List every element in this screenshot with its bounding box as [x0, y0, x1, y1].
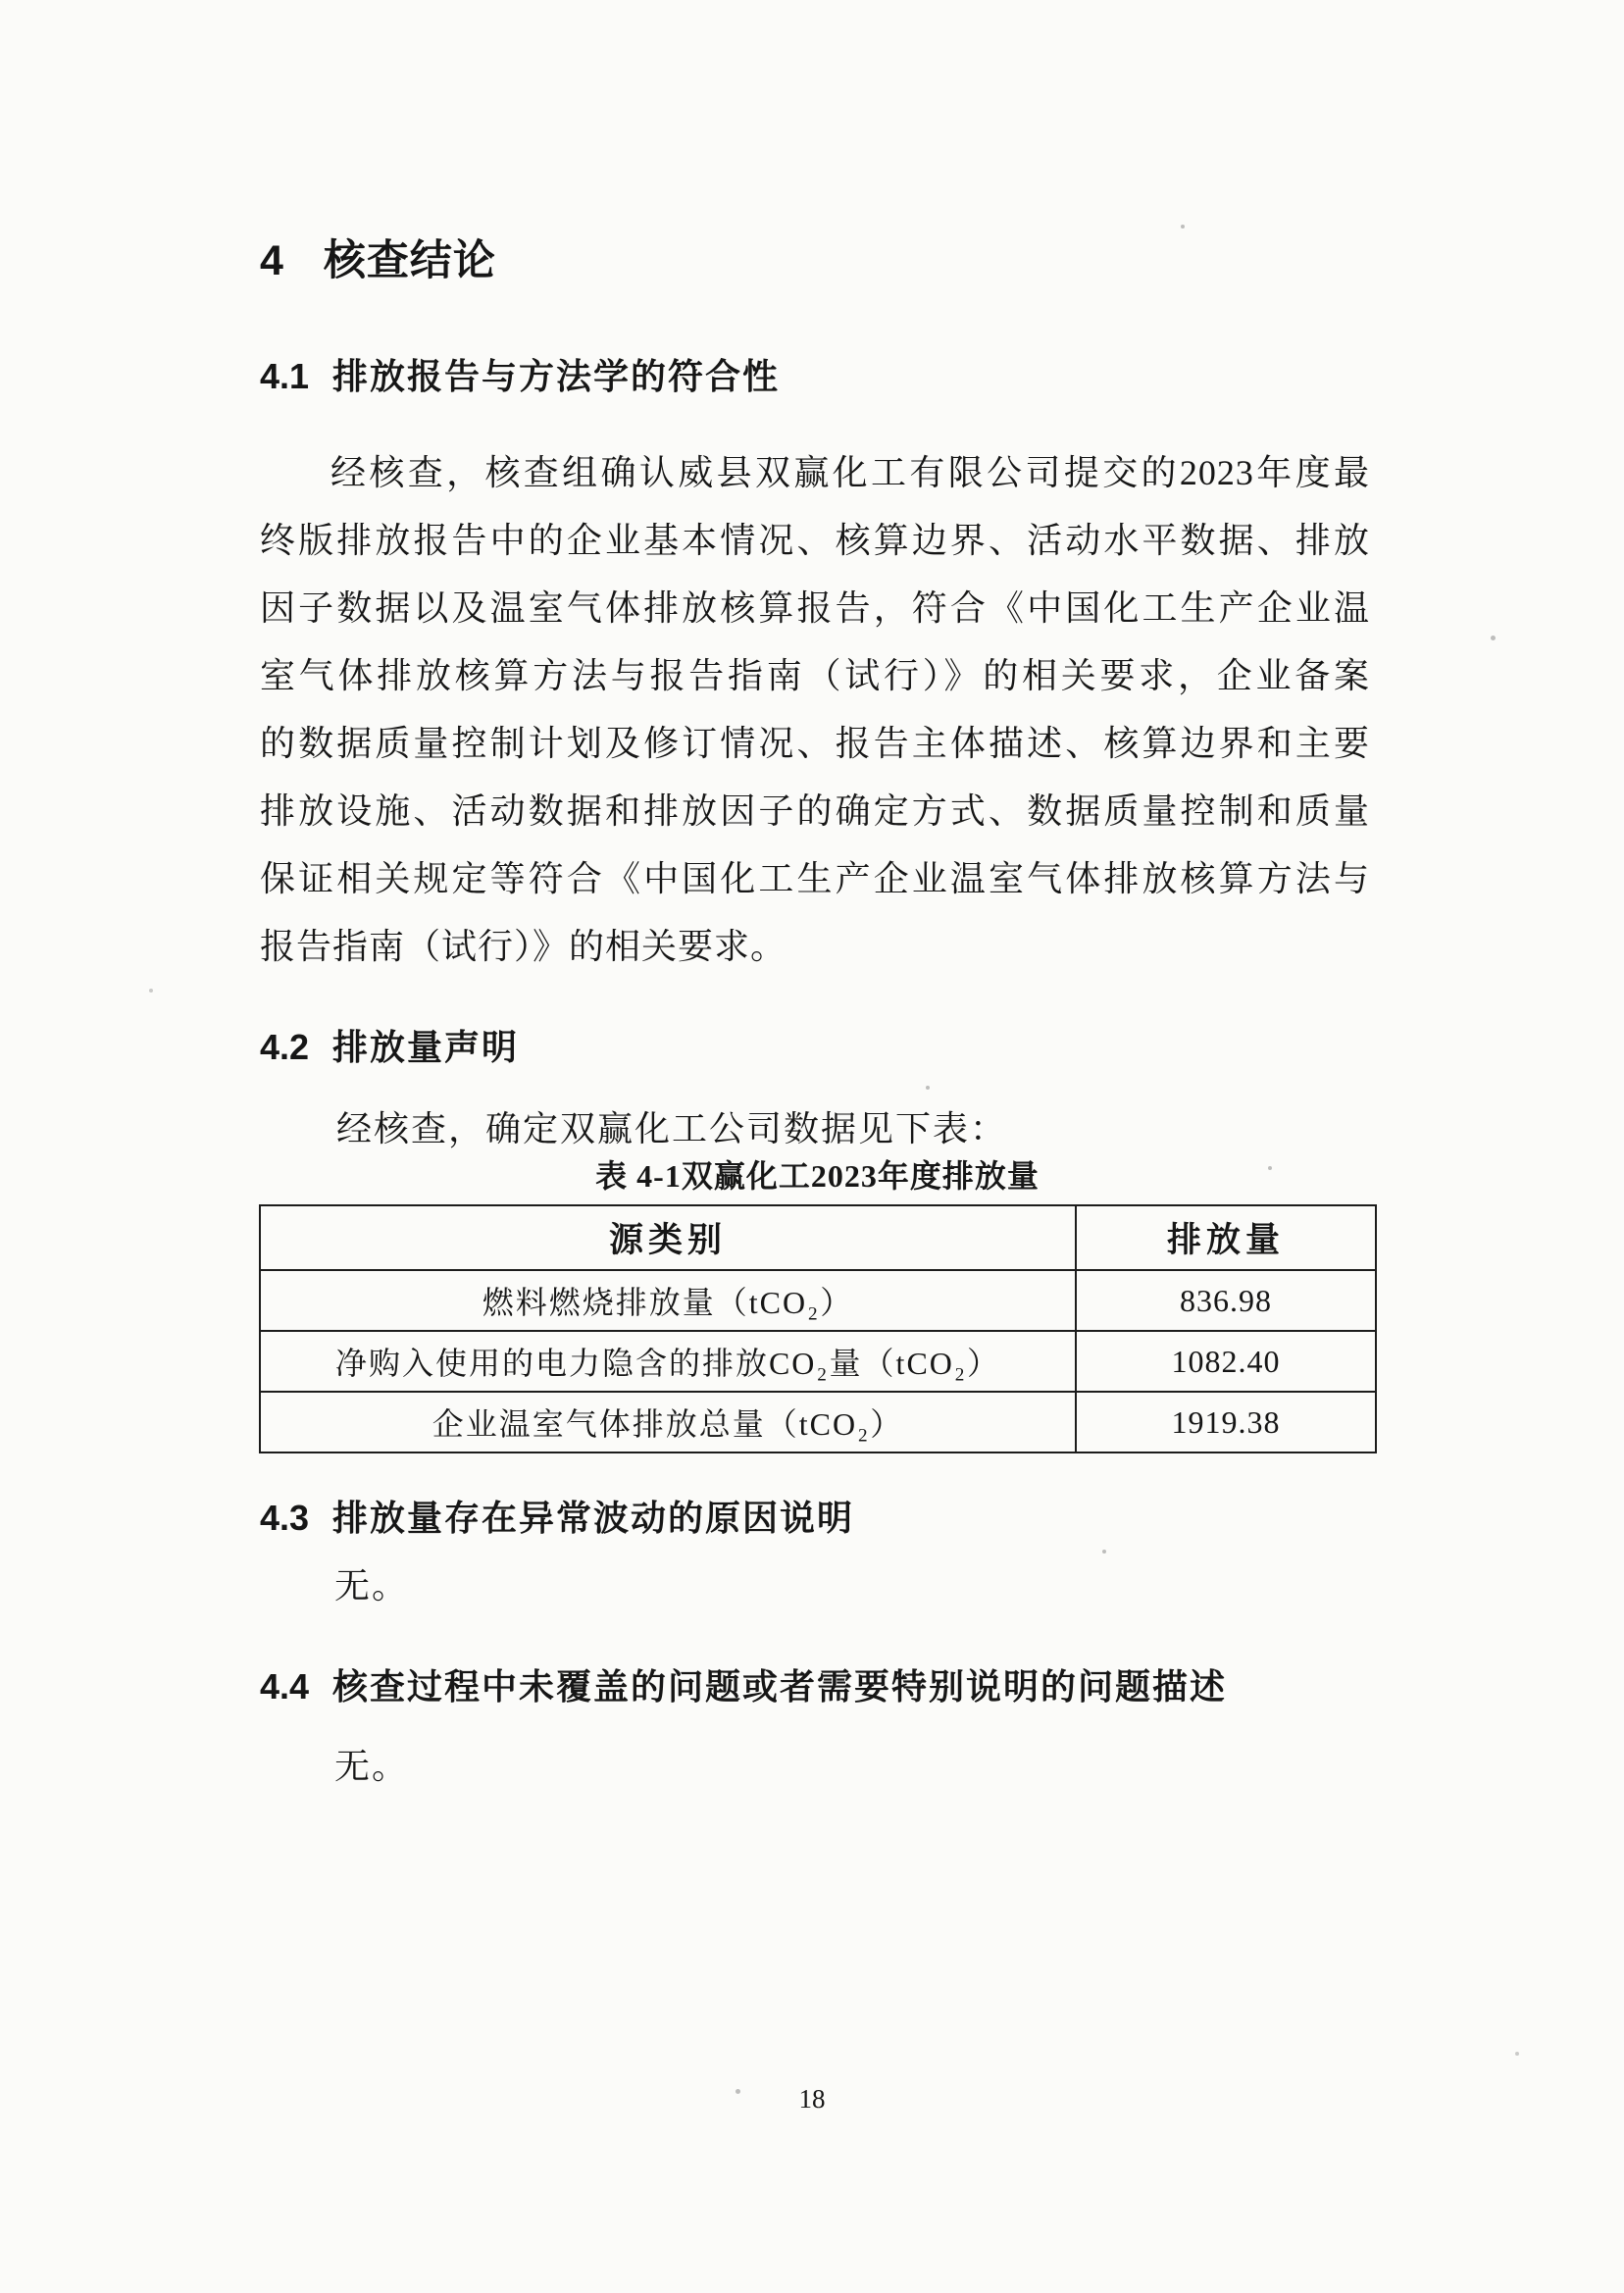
table-cell-source: 净购入使用的电力隐含的排放CO₂量（tCO₂） [260, 1331, 1076, 1392]
page-number: 18 [798, 2084, 826, 2114]
emissions-table [259, 1204, 1377, 1453]
paragraph-line: 终版排放报告中的企业基本情况、核算边界、活动水平数据、排放 [260, 521, 1370, 560]
section-4-3-heading [260, 1497, 854, 1540]
table-cell-source: 燃料燃烧排放量（tCO₂） [260, 1270, 1076, 1331]
scan-speck [1268, 1166, 1272, 1170]
paragraph-line: 经核查，核查组确认威县双赢化工有限公司提交的2023年度最 [330, 453, 1370, 492]
section-4-4-number: 4.4 [260, 1666, 310, 1707]
scan-speck [736, 2089, 740, 2094]
section-4-2-heading [260, 1026, 519, 1069]
scan-speck [1491, 636, 1496, 640]
paragraph-line: 排放设施、活动数据和排放因子的确定方式、数据质量控制和质量 [260, 791, 1370, 831]
paragraph-line: 因子数据以及温室气体排放核算报告，符合《中国化工生产企业温 [260, 588, 1370, 628]
scan-speck [1102, 1550, 1106, 1554]
section-4-4-content: 无。 [334, 1747, 410, 1786]
paragraph-line: 的数据质量控制计划及修订情况、报告主体描述、核算边界和主要 [260, 724, 1370, 763]
section-4-2-title: 排放量声明 [332, 1027, 520, 1067]
scan-speck [1181, 225, 1185, 229]
section-4-2-number: 4.2 [260, 1027, 310, 1067]
section-4-4-heading [260, 1665, 1227, 1708]
paragraph-line: 报告指南（试行）》的相关要求。 [260, 927, 787, 966]
section-4-4-title: 核查过程中未覆盖的问题或者需要特别说明的问题描述 [332, 1666, 1228, 1707]
section-4-1-heading [260, 355, 780, 398]
paragraph-4-1 [260, 439, 1370, 981]
section-4-1-number: 4.1 [260, 356, 310, 396]
section-4-3-number: 4.3 [260, 1498, 310, 1538]
paragraph-line: 室气体排放核算方法与报告指南（试行）》的相关要求，企业备案 [260, 656, 1370, 695]
table-cell-source: 企业温室气体排放总量（tCO₂） [260, 1392, 1076, 1452]
paragraph-line: 保证相关规定等符合《中国化工生产企业温室气体排放核算方法与 [260, 859, 1370, 898]
table-row [260, 1270, 1376, 1331]
table-header-row [260, 1205, 1376, 1270]
table-cell-value: 1919.38 [1076, 1392, 1376, 1452]
table-row [260, 1331, 1376, 1392]
chapter-heading [260, 237, 496, 284]
chapter-title: 核查结论 [323, 237, 496, 284]
section-4-2-intro: 经核查，确定双赢化工公司数据见下表： [336, 1109, 1008, 1148]
chapter-number: 4 [260, 237, 284, 284]
section-4-1-title: 排放报告与方法学的符合性 [332, 356, 781, 396]
table-caption: 表 4-1双赢化工2023年度排放量 [595, 1158, 1040, 1194]
section-4-3-title: 排放量存在异常波动的原因说明 [332, 1498, 855, 1538]
scan-speck [149, 989, 153, 993]
table-cell-value: 1082.40 [1076, 1331, 1376, 1392]
scan-speck [926, 1086, 930, 1090]
table-row [260, 1392, 1376, 1452]
scan-speck [1515, 2052, 1519, 2056]
section-4-3-content: 无。 [334, 1566, 410, 1605]
table-cell-value: 836.98 [1076, 1270, 1376, 1331]
table-header-amount: 排放量 [1076, 1205, 1376, 1270]
table-header-source: 源类别 [260, 1205, 1076, 1270]
